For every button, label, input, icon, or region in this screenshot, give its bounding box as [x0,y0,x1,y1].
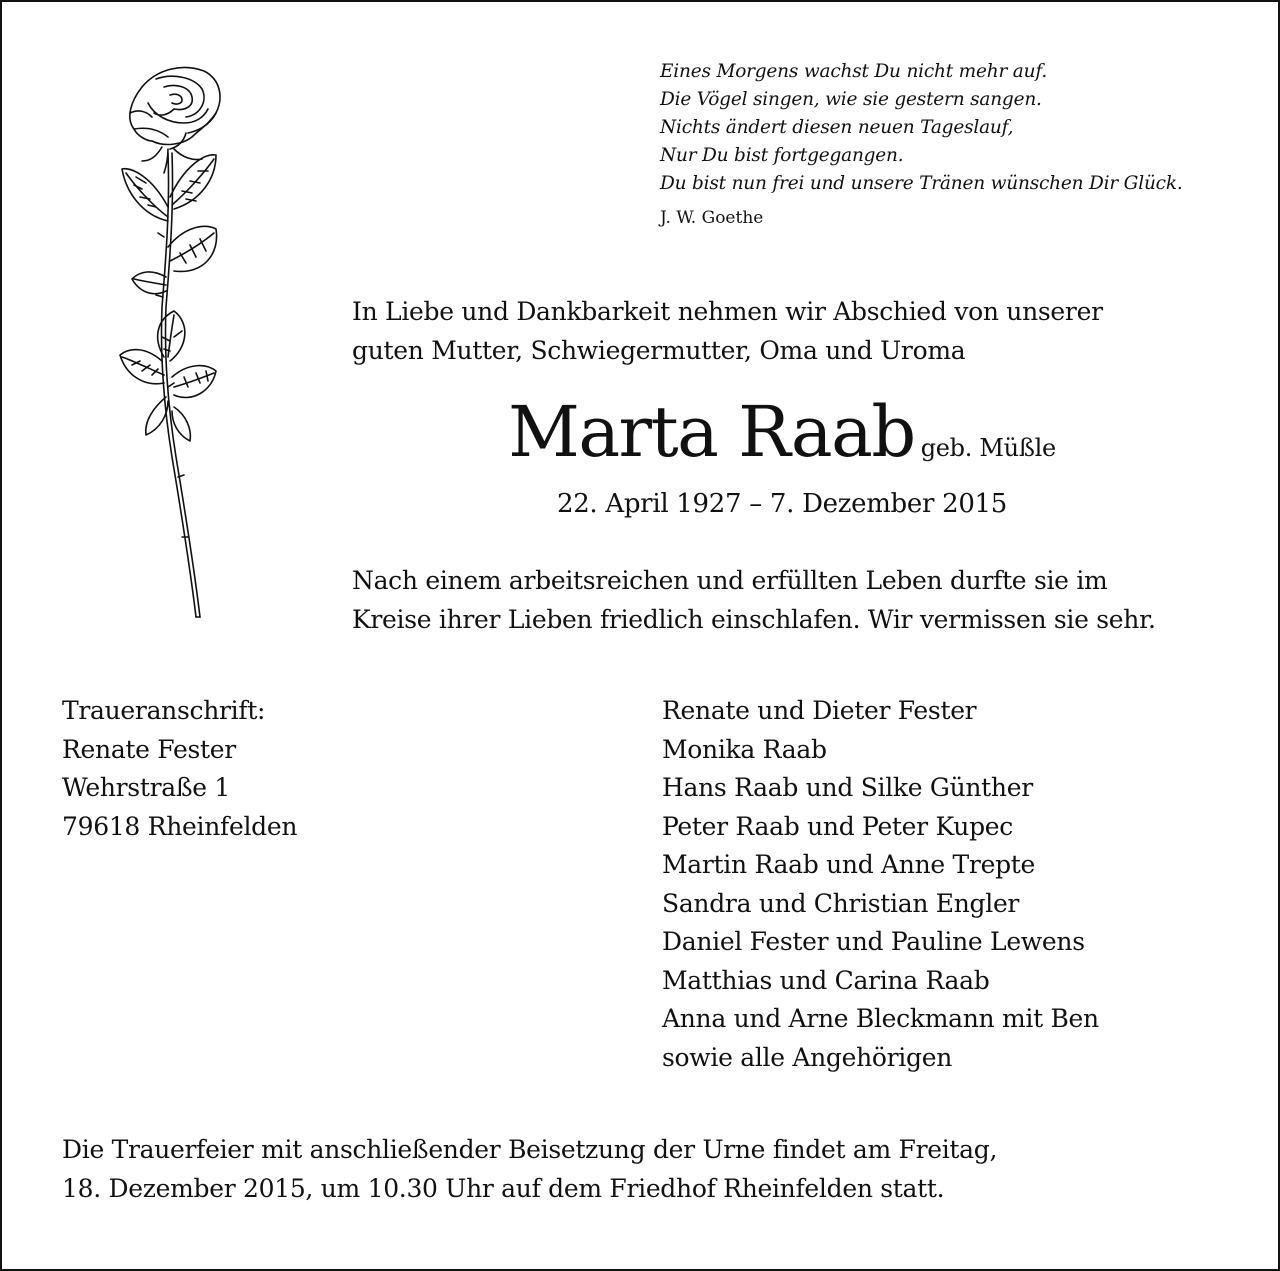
address-heading: Traueranschrift: [62,696,266,725]
mourner-item: Sandra und Christian Engler [662,888,1020,918]
closing-line: Nach einem arbeitsreichen und erfüllten Leben durfte sie im [352,566,1108,595]
poem-line: Nur Du bist fortgegangen. [660,145,904,166]
mourners-list [662,692,1242,1077]
closing-text [352,561,1252,639]
mourner-item: Peter Raab und Peter Kupec [662,811,1014,841]
poem [660,58,1260,198]
funeral-line: 18. Dezember 2015, um 10.30 Uhr auf dem Friedhof Rheinfelden statt. [62,1174,945,1203]
poem-line: Du bist nun frei und unsere Tränen wünschen Dir Glück. [660,173,1183,194]
mourner-item: sowie alle Angehörigen [662,1042,953,1072]
address-line: Wehrstraße 1 [62,773,230,802]
mourner-item: Renate und Dieter Fester [662,696,977,725]
funeral-line: Die Trauerfeier mit anschließender Beisetzung der Urne findet am Freitag, [62,1135,998,1164]
maiden-name: geb. Müßle [920,434,1056,462]
closing-line: Kreise ihrer Lieben friedlich einschlafen. Wir vermissen sie sehr. [352,605,1156,634]
address-line: 79618 Rheinfelden [62,811,298,841]
mourning-address [62,692,382,846]
deceased-name: Marta Raab [508,391,915,473]
deceased-name-block [352,390,1212,474]
rose-icon [112,57,242,627]
mourner-item: Matthias und Carina Raab [662,965,990,995]
life-dates: 22. April 1927 – 7. Dezember 2015 [556,489,1008,519]
mourner-item: Anna und Arne Bleckmann mit Ben [662,1004,1099,1033]
mourner-item: Daniel Fester und Pauline Lewens [662,927,1085,956]
poem-line: Eines Morgens wachst Du nicht mehr auf. [660,61,1048,82]
address-line: Renate Fester [62,734,236,764]
intro-text [352,292,1252,370]
mourner-item: Monika Raab [662,734,827,764]
poem-line: Die Vögel singen, wie sie gestern sangen. [660,89,1042,110]
mourner-item: Martin Raab und Anne Trepte [662,850,1036,879]
funeral-info [62,1130,1242,1208]
intro-line: In Liebe und Dankbarkeit nehmen wir Abschied von unserer [352,297,1103,326]
poem-author: J. W. Goethe [660,208,764,228]
intro-line: guten Mutter, Schwiegermutter, Oma und Uroma [352,336,966,365]
mourner-item: Hans Raab und Silke Günther [662,773,1033,802]
poem-line: Nichts ändert diesen neuen Tageslauf, [660,117,1014,138]
